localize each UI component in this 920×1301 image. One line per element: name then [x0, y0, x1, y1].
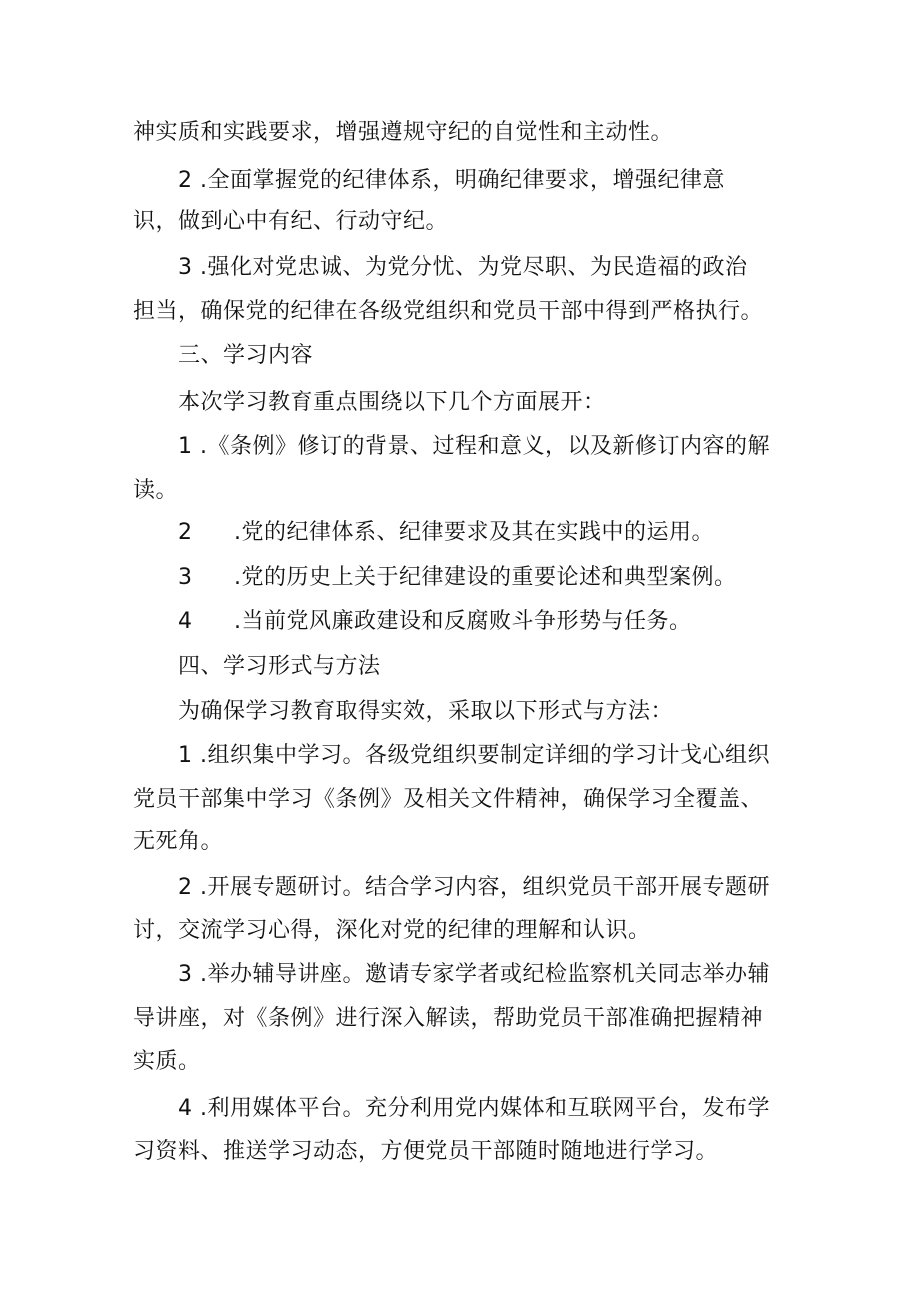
paragraph-line: 习资料、推送学习动态，方便党员干部随时随地进行学习。	[133, 1139, 719, 1164]
paragraph-line: 神实质和实践要求，增强遵规守纪的自觉性和主动性。	[133, 120, 674, 145]
paragraph-line: 2 .开展专题研讨。结合学习内容，组织党员干部开展专题研	[178, 875, 770, 900]
paragraph-line: 1 .组织集中学习。各级党组织要制定详细的学习计戈心组织	[178, 743, 770, 768]
paragraph-line: 担当，确保党的纪律在各级党组织和党员干部中得到严格执行。	[133, 299, 764, 324]
paragraph-line: 实质。	[133, 1049, 201, 1074]
paragraph-line: 1 .《条例》修订的背景、过程和意义，以及新修订内容的解	[178, 434, 770, 459]
paragraph-line: 3 .强化对党忠诚、为党分忧、为党尽职、为民造福的政治	[178, 255, 748, 280]
paragraph-line: 党员干部集中学习《条例》及相关文件精神，确保学习全覆盖、	[133, 787, 764, 812]
paragraph-line: 讨，交流学习心得，深化对党的纪律的理解和认识。	[133, 918, 651, 943]
paragraph-line: 为确保学习教育取得实效，采取以下形式与方法：	[178, 699, 674, 724]
section-heading: 三、学习内容	[178, 343, 314, 368]
list-item	[178, 607, 692, 637]
list-number: 3	[178, 565, 193, 590]
list-item	[178, 563, 737, 593]
paragraph-line: 本次学习教育重点围绕以下几个方面展开：	[178, 390, 606, 415]
list-number: 2	[178, 520, 193, 545]
section-heading: 四、学习形式与方法	[178, 654, 381, 679]
paragraph-line: 导讲座，对《条例》进行深入解读，帮助党员干部准确把握精神	[133, 1006, 764, 1031]
paragraph-line: 4 .利用媒体平台。充分利用党内媒体和互联网平台，发布学	[178, 1096, 770, 1121]
paragraph-line: 识，做到心中有纪、行动守纪。	[133, 209, 449, 234]
list-item-text: .党的纪律体系、纪律要求及其在实践中的运用。	[234, 520, 714, 545]
list-number: 4	[178, 609, 193, 634]
paragraph-line: 无死角。	[133, 829, 224, 854]
list-item-text: .党的历史上关于纪律建设的重要论述和典型案例。	[234, 565, 737, 590]
paragraph-line: 3 .举办辅导讲座。邀请专家学者或纪检监察机关同志举办辅	[178, 962, 770, 987]
paragraph-line: 读。	[133, 478, 179, 503]
list-item-text: .当前党风廉政建设和反腐败斗争形势与任务。	[234, 609, 692, 634]
list-item	[178, 518, 714, 548]
paragraph-line: 2 .全面掌握党的纪律体系，明确纪律要求，增强纪律意	[178, 168, 725, 193]
